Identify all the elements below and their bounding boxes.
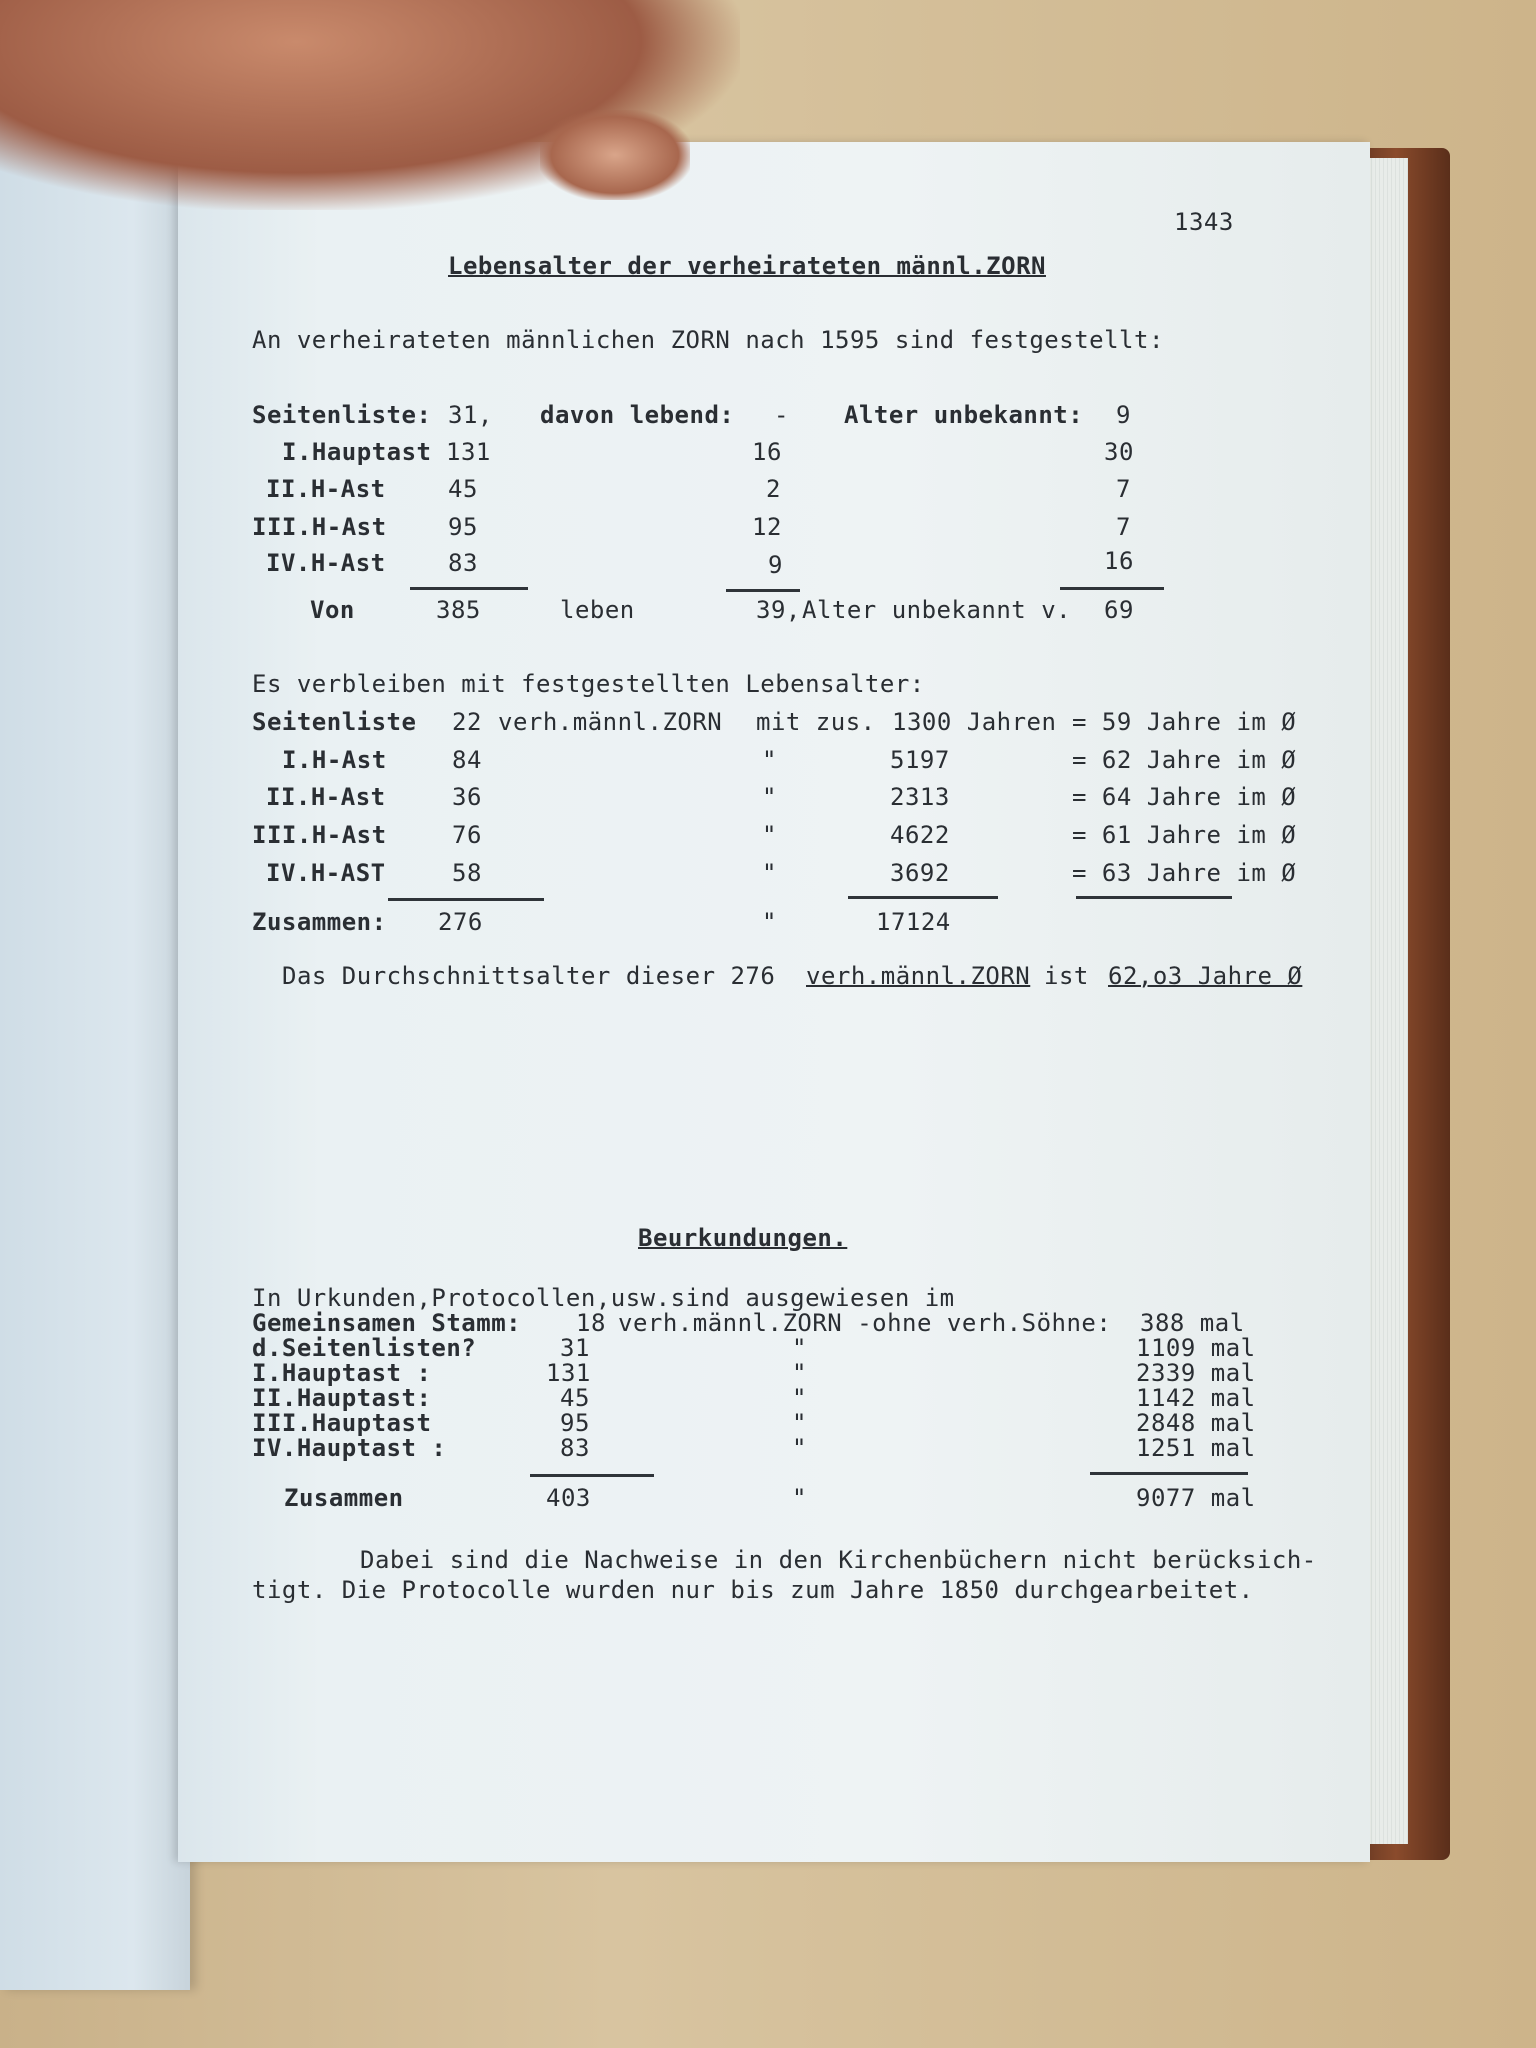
- table-total-mid2: Alter unbekannt v.: [802, 596, 1072, 624]
- table-row-mid: ": [762, 746, 777, 774]
- sum-rule: [388, 898, 544, 901]
- sum-rule: [848, 896, 998, 899]
- left-page: [0, 110, 190, 1990]
- intro-text: An verheirateten männlichen ZORN nach 1595 sind festgestellt:: [252, 326, 1164, 354]
- table-row-times: 1142 mal: [1136, 1384, 1256, 1412]
- table-total-label: Zusammen: [284, 1484, 404, 1512]
- table-total-unknown: 69: [1104, 596, 1134, 624]
- table-row-mid: ": [792, 1384, 807, 1412]
- table-row-living: 2: [766, 475, 781, 503]
- table-row-years: 4622: [890, 821, 950, 849]
- table-row-living: 16: [752, 438, 782, 466]
- table-row-label: I.Hauptast :: [252, 1359, 432, 1387]
- table-row-count: 45: [448, 475, 478, 503]
- table-row-label: III.H-Ast: [252, 513, 387, 541]
- table-row-label: IV.H-Ast: [266, 549, 386, 577]
- table-row-years: 2313: [890, 783, 950, 811]
- table-row-count: 36: [452, 783, 482, 811]
- book-page: [178, 142, 1370, 1862]
- section-title: Beurkundungen.: [638, 1224, 848, 1252]
- table-row-count: 95: [560, 1409, 590, 1437]
- sum-rule: [1076, 896, 1232, 899]
- table-total-mid: leben: [560, 596, 635, 624]
- table-row-label: Seitenliste:: [252, 401, 432, 429]
- table-total-label: Zusammen:: [252, 908, 387, 936]
- closing-line: Dabei sind die Nachweise in den Kirchenbüchern nicht berücksich-: [360, 1546, 1317, 1574]
- table-total-label: Von: [310, 596, 355, 624]
- table-row-years: 1300 Jahren: [892, 708, 1057, 736]
- table-row-times: 1109 mal: [1136, 1334, 1256, 1362]
- sum-rule: [1060, 587, 1164, 590]
- table-row-living: -: [774, 401, 789, 429]
- table-total-mid: ": [762, 908, 777, 936]
- table-row-mid: verh.männl.ZORN -ohne verh.Söhne:: [618, 1309, 1112, 1337]
- section-heading: Es verbleiben mit festgestellten Lebensalter:: [252, 670, 925, 698]
- table-row-times: 1251 mal: [1136, 1434, 1256, 1462]
- table-row-count: 131: [546, 1359, 591, 1387]
- table-row-mid: ": [762, 783, 777, 811]
- table-row-label: II.H-Ast: [266, 783, 386, 811]
- table-row-count: 95: [448, 513, 478, 541]
- table-row-unknown: 30: [1104, 438, 1134, 466]
- table-row-label: I.Hauptast: [282, 438, 432, 466]
- table-row-mid: davon lebend:: [540, 401, 735, 429]
- table-row-avg: = 64 Jahre im Ø: [1072, 783, 1297, 811]
- table-row-count: 76: [452, 821, 482, 849]
- table-row-count: 31,: [448, 401, 493, 429]
- table-row-label: I.H-Ast: [282, 746, 387, 774]
- table-row-label: III.Hauptast: [252, 1409, 432, 1437]
- table-total-count: 403: [546, 1484, 591, 1512]
- table-row-living: 9: [768, 551, 783, 579]
- table-row-years: 3692: [890, 859, 950, 887]
- table-row-count: 131: [446, 438, 491, 466]
- table-row-count: 83: [560, 1434, 590, 1462]
- average-mid: ist: [1044, 962, 1089, 990]
- table-total-living: 39,: [756, 596, 801, 624]
- table-row-count: 58: [452, 859, 482, 887]
- thumbnail: [540, 110, 690, 200]
- average-pre: Das Durchschnittsalter dieser 276: [282, 962, 776, 990]
- page-number: 1343: [1174, 208, 1234, 236]
- table-row-label: III.H-Ast: [252, 821, 387, 849]
- sum-rule: [410, 587, 528, 590]
- table-row-mid: ": [762, 859, 777, 887]
- sum-rule: [726, 589, 800, 592]
- table-row-label: II.Hauptast:: [252, 1384, 432, 1412]
- table-row-unknown: 7: [1116, 513, 1131, 541]
- table-row-unknown: 16: [1104, 547, 1134, 575]
- average-value: 62,o3 Jahre Ø: [1108, 962, 1303, 990]
- table-row-count: 83: [448, 549, 478, 577]
- table-row-unknown: 9: [1116, 401, 1131, 429]
- table-row-mid: ": [792, 1359, 807, 1387]
- table-row-avg: = 61 Jahre im Ø: [1072, 821, 1297, 849]
- table-row-count: 84: [452, 746, 482, 774]
- table-row-count: 22: [452, 708, 482, 736]
- closing-line: tigt. Die Protocolle wurden nur bis zum Jahre 1850 durchgearbeitet.: [252, 1576, 1254, 1604]
- table-row-times: 2339 mal: [1136, 1359, 1256, 1387]
- table-total-count: 385: [436, 596, 481, 624]
- page-title: Lebensalter der verheirateten männl.ZORN: [448, 252, 1046, 280]
- average-subject: verh.männl.ZORN: [806, 962, 1031, 990]
- table-row-label: Seitenliste: [252, 708, 417, 736]
- table-row-mid: ": [792, 1334, 807, 1362]
- table-row-count: 18: [576, 1309, 606, 1337]
- table-row-avg: = 63 Jahre im Ø: [1072, 859, 1297, 887]
- table-row-avg: = 62 Jahre im Ø: [1072, 746, 1297, 774]
- table-row-avg: = 59 Jahre im Ø: [1072, 708, 1297, 736]
- table-row-mid: ": [762, 821, 777, 849]
- table-row-mid2: Alter unbekannt:: [844, 401, 1084, 429]
- table-row-times: 2848 mal: [1136, 1409, 1256, 1437]
- table-row-label: Gemeinsamen Stamm:: [252, 1309, 522, 1337]
- table-row-desc: verh.männl.ZORN: [498, 708, 723, 736]
- table-row-label: II.H-Ast: [266, 475, 386, 503]
- table-total-years: 17124: [876, 908, 951, 936]
- table-row-mid: ": [792, 1434, 807, 1462]
- table-row-label: d.Seitenlisten?: [252, 1334, 477, 1362]
- table-row-times: 388 mal: [1140, 1309, 1245, 1337]
- table-total-mid: ": [792, 1484, 807, 1512]
- table-row-count: 31: [560, 1334, 590, 1362]
- table-row-count: 45: [560, 1384, 590, 1412]
- table-row-label: IV.Hauptast :: [252, 1434, 447, 1462]
- table-row-years: 5197: [890, 746, 950, 774]
- table-total-count: 276: [438, 908, 483, 936]
- table-row-living: 12: [752, 513, 782, 541]
- table-row-mid: mit zus.: [756, 708, 876, 736]
- sum-rule: [1090, 1472, 1248, 1475]
- table-row-label: IV.H-AST: [266, 859, 386, 887]
- sum-rule: [530, 1474, 654, 1477]
- table-row-unknown: 7: [1116, 475, 1131, 503]
- table-row-mid: ": [792, 1409, 807, 1437]
- table-total-times: 9077 mal: [1136, 1484, 1256, 1512]
- table-intro: In Urkunden,Protocollen,usw.sind ausgewiesen im: [252, 1284, 955, 1312]
